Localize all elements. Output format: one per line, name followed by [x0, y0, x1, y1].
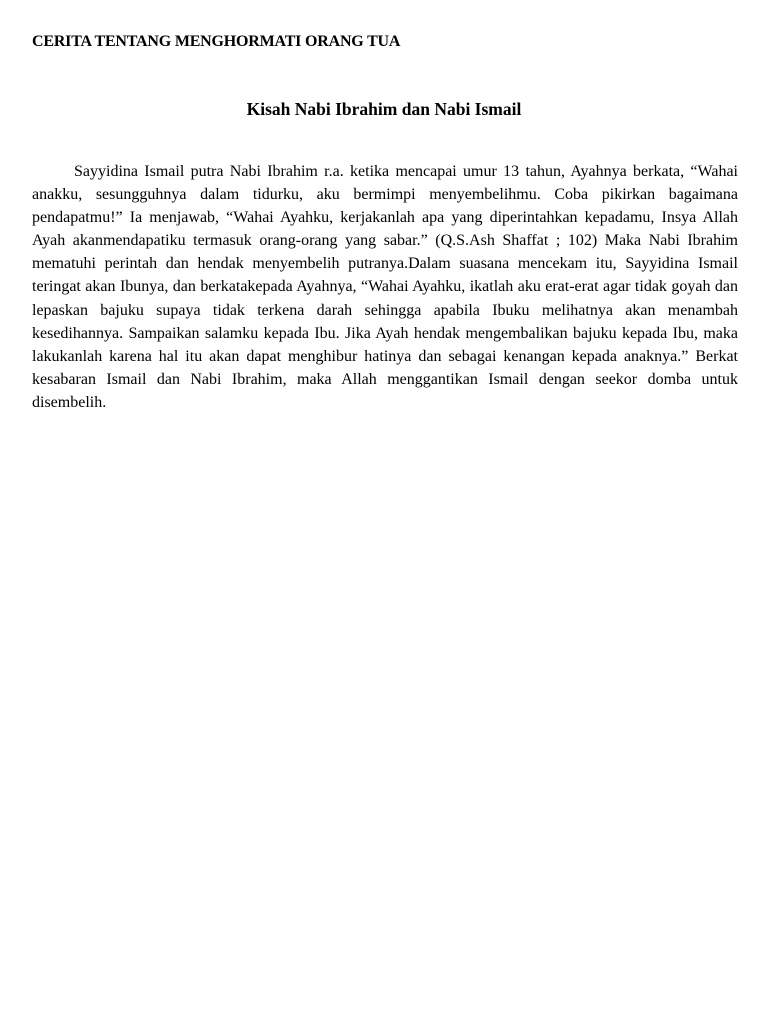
story-paragraph: Sayyidina Ismail putra Nabi Ibrahim r.a. ketika mencapai umur 13 tahun, Ayahnya berkata, “Wahai anakku, sesungguhnya dalam tidurku, aku bermimpi menyembelihmu. Coba pikirkan bagaimana pendapatmu!” Ia menjawab, “Wahai Ayahku, kerjakanlah apa yang diperintahkan kepadamu, Insya Allah Ayah akanmendapatiku termasuk orang-orang yang sabar.” (Q.S.Ash Shaffat ; 102) Maka Nabi Ibrahim mematuhi perintah dan hendak menyembelih putranya.Dalam suasana mencekam itu, Sayyidina Ismail teringat akan Ibunya, dan berkatakepada Ayahnya, “Wahai Ayahku, ikatlah aku erat-erat agar tidak goyah dan lepaskan bajuku supaya tidak terkena darah sehingga apabila Ibuku melihatnya akan menambah kesedihannya. Sampaikan salamku kepada Ibu. Jika Ayah hendak mengembalikan bajuku kepada Ibu, maka lakukanlah karena hal itu akan dapat menghibur hatinya dan sebagai kenangan kepada anaknya.” Berkat kesabaran Ismail dan Nabi Ibrahim, maka Allah menggantikan Ismail dengan seekor domba untuk disembelih. — [32, 163, 738, 411]
story-title: Kisah Nabi Ibrahim dan Nabi Ismail — [246, 99, 522, 119]
document-heading: CERITA TENTANG MENGHORMATI ORANG TUA — [32, 33, 401, 50]
